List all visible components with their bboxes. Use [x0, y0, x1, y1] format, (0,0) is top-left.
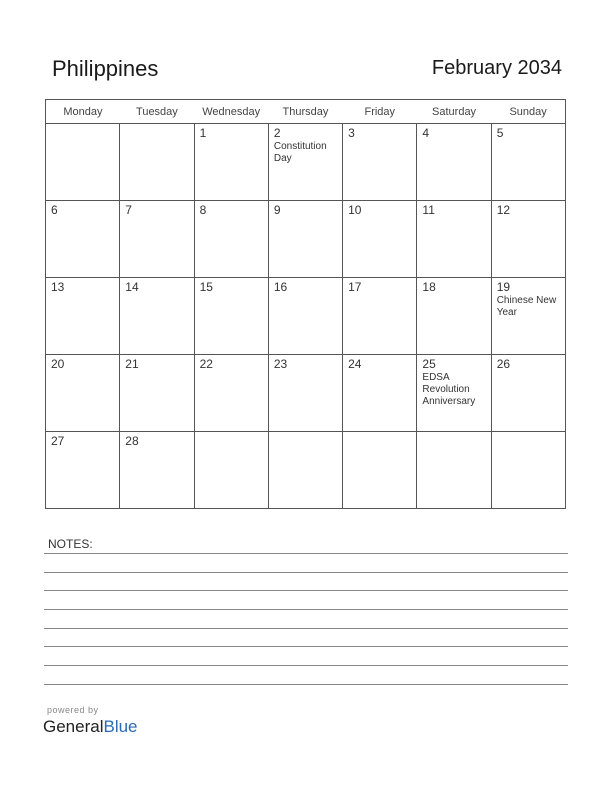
weekday-wednesday: Wednesday — [194, 100, 268, 124]
day-number: 26 — [496, 357, 511, 371]
weekday-tuesday: Tuesday — [120, 100, 194, 124]
day-number: 20 — [51, 357, 65, 371]
day-number: 23 — [273, 357, 288, 371]
day-cell[interactable] — [120, 432, 194, 509]
powered-by-text: powered by — [47, 705, 99, 715]
day-number: 22 — [199, 357, 213, 371]
weekday-thursday: Thursday — [268, 100, 342, 124]
day-cell[interactable] — [46, 201, 120, 278]
day-cell[interactable] — [268, 355, 342, 432]
day-number: 17 — [348, 280, 362, 294]
day-number: 19 — [496, 280, 511, 294]
day-cell[interactable] — [268, 432, 342, 509]
day-number: 28 — [125, 434, 139, 448]
day-number: 1 — [199, 126, 207, 140]
day-cell[interactable] — [194, 201, 268, 278]
notes-label: NOTES: — [48, 537, 93, 551]
note-line — [44, 646, 568, 647]
day-number: 4 — [422, 126, 430, 140]
weekday-sunday: Sunday — [491, 100, 565, 124]
month-title: February 2034 — [431, 57, 562, 79]
day-number: 25 — [422, 357, 436, 371]
holiday-label: Chinese New Year — [496, 295, 557, 318]
brand-part-general: General — [43, 717, 104, 736]
note-line — [44, 684, 568, 685]
day-number: 8 — [199, 203, 207, 217]
day-number: 14 — [125, 280, 139, 294]
day-number: 10 — [348, 203, 362, 217]
day-number: 15 — [199, 280, 213, 294]
day-cell[interactable] — [491, 201, 565, 278]
day-cell[interactable] — [491, 355, 565, 432]
weekday-friday: Friday — [343, 100, 417, 124]
week-row — [46, 201, 566, 278]
day-cell[interactable] — [120, 278, 194, 355]
day-number: 11 — [422, 203, 435, 217]
holiday-label: EDSA Revolution Anniversary — [422, 372, 476, 407]
day-cell[interactable] — [268, 124, 342, 201]
day-cell[interactable] — [417, 201, 491, 278]
day-cell[interactable] — [417, 278, 491, 355]
note-line — [44, 572, 568, 573]
day-cell[interactable] — [343, 355, 417, 432]
day-cell[interactable] — [343, 278, 417, 355]
day-number: 27 — [51, 434, 65, 448]
week-row — [46, 124, 566, 201]
week-row — [46, 278, 566, 355]
day-cell[interactable] — [46, 124, 120, 201]
day-cell[interactable] — [268, 201, 342, 278]
day-cell[interactable] — [46, 432, 120, 509]
day-number: 3 — [348, 126, 355, 140]
day-cell[interactable] — [194, 355, 268, 432]
note-line — [44, 628, 568, 629]
day-cell[interactable] — [417, 355, 491, 432]
day-cell[interactable] — [268, 278, 342, 355]
note-line — [44, 609, 568, 610]
day-number: 21 — [125, 357, 139, 371]
day-number: 18 — [422, 280, 436, 294]
day-number: 13 — [51, 280, 65, 294]
day-number: 24 — [348, 357, 362, 371]
weekday-monday: Monday — [46, 100, 120, 124]
day-cell[interactable] — [46, 278, 120, 355]
note-line — [44, 553, 568, 554]
weekday-saturday: Saturday — [417, 100, 491, 124]
day-number: 9 — [273, 203, 281, 217]
day-cell[interactable] — [491, 432, 565, 509]
day-cell[interactable] — [491, 124, 565, 201]
calendar-grid — [45, 99, 566, 509]
day-cell[interactable] — [194, 124, 268, 201]
day-cell[interactable] — [120, 201, 194, 278]
day-cell[interactable] — [417, 432, 491, 509]
day-cell[interactable] — [343, 432, 417, 509]
day-number: 6 — [51, 203, 58, 217]
day-cell[interactable] — [194, 278, 268, 355]
day-number: 12 — [496, 203, 511, 217]
day-cell[interactable] — [343, 124, 417, 201]
day-cell[interactable] — [120, 124, 194, 201]
country-title: Philippines — [52, 56, 159, 81]
brand-part-blue: Blue — [103, 717, 138, 736]
day-number: 2 — [273, 126, 281, 140]
day-cell[interactable] — [120, 355, 194, 432]
day-number: 7 — [125, 203, 132, 217]
week-row — [46, 432, 566, 509]
note-line — [44, 665, 568, 666]
brand-logo[interactable] — [43, 717, 138, 737]
day-cell[interactable] — [194, 432, 268, 509]
note-line — [44, 590, 568, 591]
weekday-header-row — [46, 100, 566, 124]
day-cell[interactable] — [491, 278, 565, 355]
day-number: 5 — [496, 126, 504, 140]
holiday-label: Constitution Day — [273, 141, 327, 164]
day-cell[interactable] — [417, 124, 491, 201]
day-number: 16 — [273, 280, 288, 294]
day-cell[interactable] — [46, 355, 120, 432]
week-row — [46, 355, 566, 432]
day-cell[interactable] — [343, 201, 417, 278]
